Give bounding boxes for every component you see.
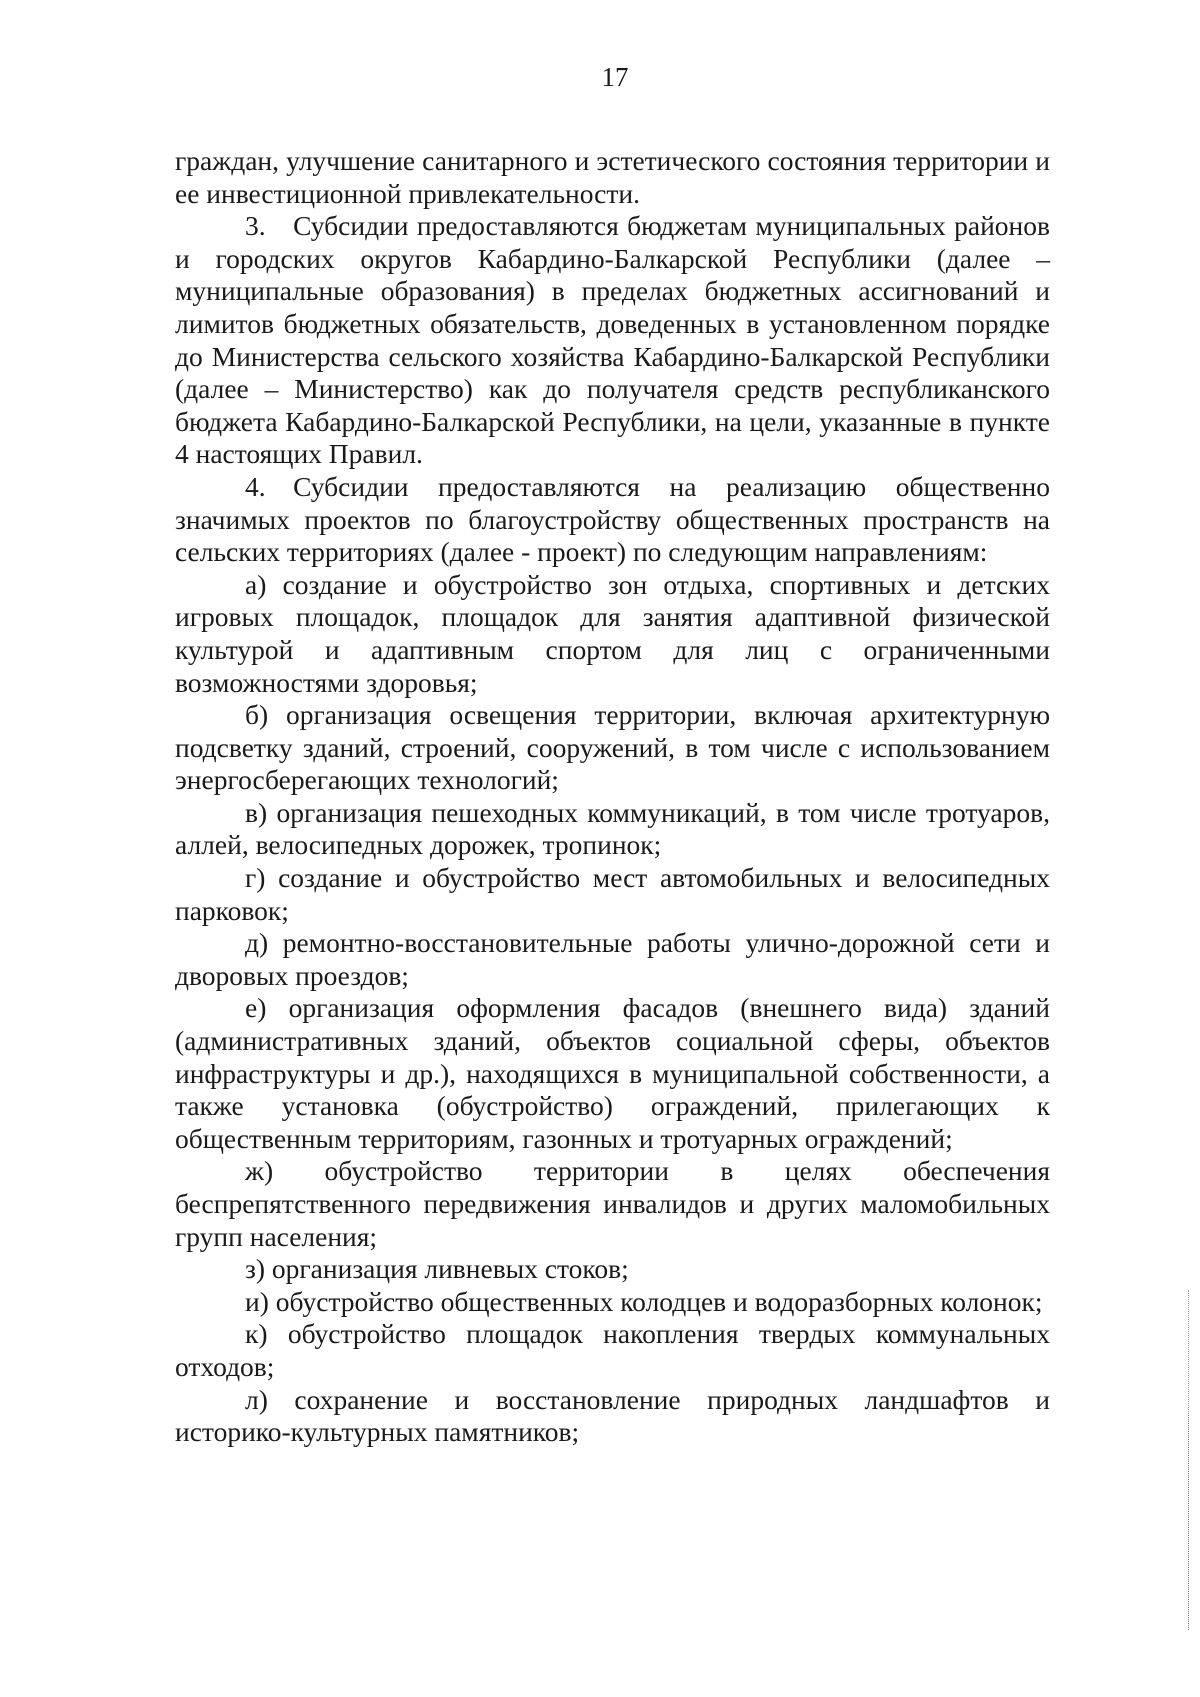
subitem-e: е) организация оформления фасадов (внешнего вида) зданий (административных зданий, объектов социальной сферы, объектов инфраструктуры и др.), находящихся в муниципальной собственности, а также установка (обустройство) ограждений, прилегающих к общественным территориям, газонных и тротуарных ограждений;: [175, 992, 1050, 1154]
scan-edge-mark-lower: [1188, 1415, 1189, 1630]
page-number: 17: [601, 62, 629, 92]
paragraph-continuation: граждан, улучшение санитарного и эстетического состояния территории и ее инвестиционной привлекательности.: [175, 145, 1050, 209]
subitem-zh: ж) обустройство территории в целях обеспечения беспрепятственного передвижения инвалидов и других маломобильных групп населения;: [175, 1155, 1050, 1252]
subitem-b: б) организация освещения территории, включая архитектурную подсветку зданий, строений, сооружений, в том числе с использованием энергосберегающих технологий;: [175, 699, 1050, 796]
subitem-v: в) организация пешеходных коммуникаций, в том числе тротуаров, аллей, велосипедных дорожек, тропинок;: [175, 796, 1050, 861]
document-body: [175, 145, 1050, 1449]
subitem-k: к) обустройство площадок накопления твердых коммунальных отходов;: [175, 1318, 1050, 1382]
subitem-z: з) организация ливневых стоков;: [245, 1253, 629, 1285]
subitem-l: л) сохранение и восстановление природных ландшафтов и историко-культурных памятников;: [175, 1383, 1050, 1448]
subitem-i: и) обустройство общественных колодцев и водоразборных колонок;: [245, 1285, 1043, 1317]
paragraph-item-3: 3. Субсидии предоставляются бюджетам муниципальных районов и городских округов Кабардино-Балкарской Республики (далее – муниципальные образования) в пределах бюджетных ассигнований и лимитов бюджетных обязательств, доведенных в установленном порядке до Министерства сельского хозяйства Кабардино-Балкарской Республики (далее – Министерство) как до получателя средств республиканского бюджета Кабардино-Балкарской Республики, на цели, указанные в пункте 4 настоящих Правил.: [175, 210, 1050, 470]
subitem-d: д) ремонтно-восстановительные работы улично-дорожной сети и дворовых проездов;: [175, 927, 1050, 991]
paragraph-item-4: 4. Субсидии предоставляются на реализацию общественно значимых проектов по благоустройству общественных пространств на сельских территориях (далее - проект) по следующим направлениям:: [175, 470, 1050, 568]
subitem-a: а) создание и обустройство зон отдыха, спортивных и детских игровых площадок, площадок для занятия адаптивной физической культурой и адаптивным спортом для лиц с ограниченными возможностями здоровья;: [175, 568, 1050, 698]
subitem-g: г) создание и обустройство мест автомобильных и велосипедных парковок;: [175, 862, 1050, 926]
